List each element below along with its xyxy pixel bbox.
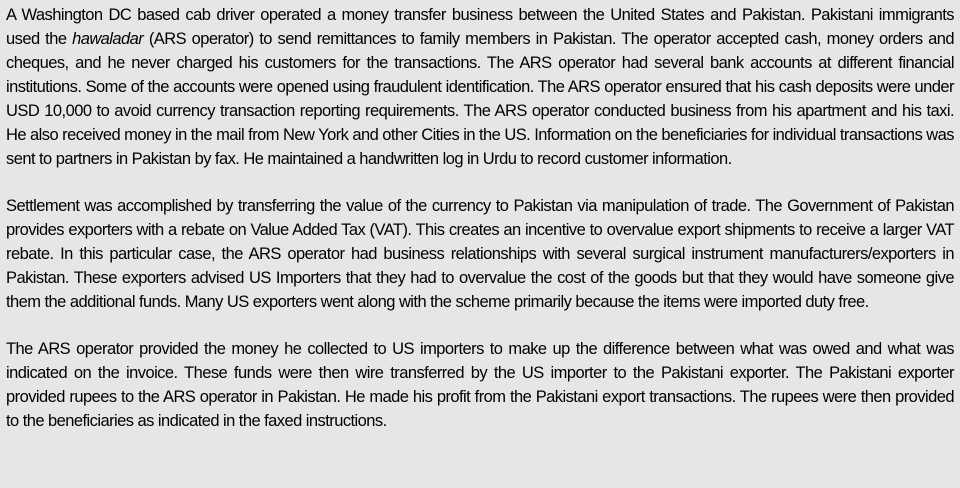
paragraph-1-lead-text: A Washington DC based cab driver operated a money transfer business between the United States and Pakistan. Pakistani immigrants used the: [6, 6, 954, 48]
paragraph-case-description: [6, 3, 954, 171]
paragraph-funds-flow: The ARS operator provided the money he collected to US importers to make up the difference between what was owed and what was indicated on the invoice. These funds were then wire transferred by the US importer to the Pakistani exporter. The Pakistani exporter provided rupees to the ARS operator in Pakistan. He made his profit from the Pakistani export transactions. The rupees were then provided to the beneficiaries as indicated in the faxed instructions.: [6, 340, 954, 430]
paragraph-1-body-text: (ARS operator) to send remittances to family members in Pakistan. The operator accepted cash, money orders and cheques, and he never charged his customers for the transactions. The ARS operator had several bank accounts at different financial institutions. Some of the accounts were opened using fraudulent identification. The ARS operator ensured that his cash deposits were under USD 10,000 to avoid currency transaction reporting requirements. The ARS operator conducted business from his apartment and his taxi. He also received money in the mail from New York and other Cities in the US. Information on the beneficiaries for individual transactions was sent to partners in Pakistan by fax. He maintained a handwritten log in Urdu to record customer information.: [6, 30, 954, 168]
paragraph-settlement: Settlement was accomplished by transferring the value of the currency to Pakistan via manipulation of trade. The Government of Pakistan provides exporters with a rebate on Value Added Tax (VAT). This creates an incentive to overvalue export shipments to receive a larger VAT rebate. In this particular case, the ARS operator had business relationships with several surgical instrument manufacturers/exporters in Pakistan. These exporters advised US Importers that they had to overvalue the cost of the goods but that they would have someone give them the additional funds. Many US exporters went along with the scheme primarily because the items were imported duty free.: [6, 197, 954, 311]
hawaladar-term: hawaladar: [72, 30, 144, 48]
